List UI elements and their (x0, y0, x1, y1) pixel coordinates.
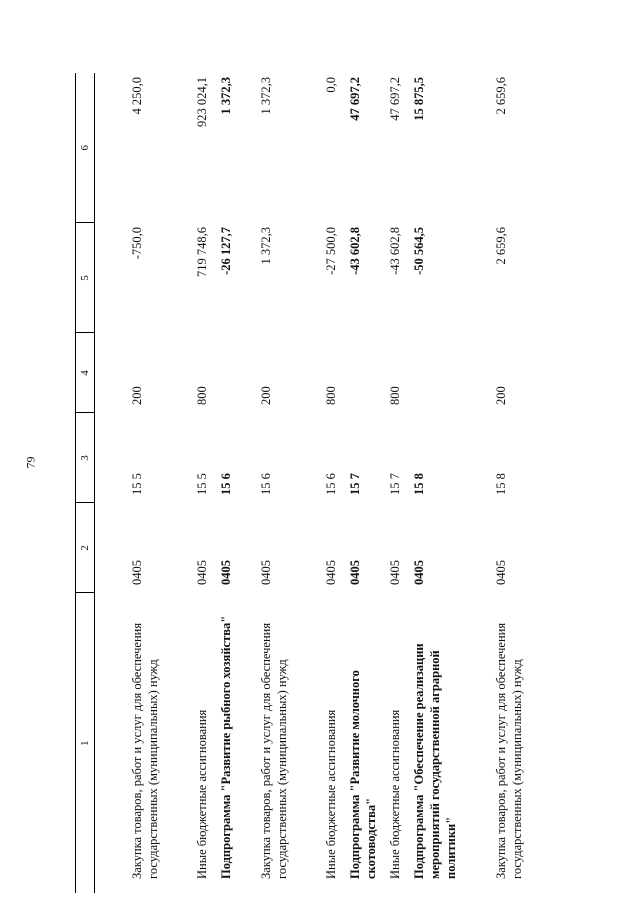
table-row (493, 73, 558, 893)
page-number: 79 (23, 456, 38, 469)
row-change: -43 602,8 (348, 227, 362, 275)
row-section: 0405 (348, 560, 362, 585)
row-section: 0405 (195, 560, 209, 585)
row-total: 15 875,5 (412, 77, 426, 121)
row-change: -27 500,0 (324, 227, 338, 275)
row-expense-type (218, 333, 258, 413)
row-target: 15 5 (130, 473, 144, 495)
row-expense-type: 800 (324, 386, 338, 405)
row-name: Иные бюджетные ассигнования (388, 709, 402, 879)
col-header-total: 6 (76, 73, 95, 223)
table-row (387, 73, 411, 893)
row-total: 923 024,1 (195, 77, 209, 127)
row-expense-type: 200 (259, 386, 273, 405)
table-row (323, 73, 347, 893)
row-expense-type: 200 (494, 386, 508, 405)
row-total: 1 372,3 (219, 77, 233, 115)
row-section: 0405 (324, 560, 338, 585)
row-change: -43 602,8 (388, 227, 402, 275)
row-target: 15 8 (412, 473, 426, 495)
row-expense-type (347, 333, 387, 413)
row-expense-type (411, 333, 493, 413)
row-total: 4 250,0 (130, 77, 144, 115)
row-name: Иные бюджетные ассигнования (324, 709, 338, 879)
col-header-expense-type: 4 (76, 333, 95, 413)
table-row (194, 73, 218, 893)
row-total: 47 697,2 (388, 77, 402, 121)
row-target: 15 7 (388, 473, 402, 495)
row-total: 0,0 (324, 77, 338, 93)
row-target: 15 6 (219, 473, 233, 495)
budget-table-page (75, 63, 635, 893)
row-expense-type: 800 (388, 386, 402, 405)
table-row (258, 73, 323, 893)
row-name: Подпрограмма "Развитие рыбного хозяйства" (219, 615, 233, 879)
row-change: 719 748,6 (195, 227, 209, 277)
row-expense-type: 200 (130, 386, 144, 405)
row-section: 0405 (388, 560, 402, 585)
row-name: Подпрограмма "Обеспечение реализации мероприятий государственной аграрной политики" (412, 643, 458, 879)
row-section: 0405 (412, 560, 426, 585)
row-section: 0405 (259, 560, 273, 585)
row-change: -26 127,7 (219, 227, 233, 275)
row-section: 0405 (494, 560, 508, 585)
row-total: 1 372,3 (259, 77, 273, 115)
row-target: 15 5 (195, 473, 209, 495)
budget-table (75, 73, 558, 893)
col-header-section: 2 (76, 503, 95, 593)
row-section: 0405 (219, 560, 233, 585)
row-name: Закупка товаров, работ и услуг для обеспечения государственных (муниципальных) нужд (130, 622, 160, 879)
row-change: 2 659,6 (494, 227, 508, 265)
row-name: Закупка товаров, работ и услуг для обеспечения государственных (муниципальных) нужд (494, 622, 524, 879)
row-target: 15 8 (494, 473, 508, 495)
table-row (411, 73, 493, 893)
row-total: 47 697,2 (348, 77, 362, 121)
col-header-change: 5 (76, 223, 95, 333)
row-target: 15 7 (348, 473, 362, 495)
header-row (76, 73, 95, 893)
row-total: 2 659,6 (494, 77, 508, 115)
col-header-target: 3 (76, 413, 95, 503)
row-name: Подпрограмма "Развитие молочного скотоводства" (348, 670, 378, 879)
row-target: 15 6 (259, 473, 273, 495)
table-row (347, 73, 387, 893)
row-change: 1 372,3 (259, 227, 273, 265)
row-expense-type: 800 (195, 386, 209, 405)
row-name: Иные бюджетные ассигнования (195, 709, 209, 879)
table-row (95, 73, 195, 893)
row-name: Закупка товаров, работ и услуг для обеспечения государственных (муниципальных) нужд (259, 622, 289, 879)
row-change: -50 564,5 (412, 227, 426, 275)
row-section: 0405 (130, 560, 144, 585)
row-target: 15 6 (324, 473, 338, 495)
row-change: -750,0 (130, 227, 144, 260)
col-header-name: 1 (76, 593, 95, 893)
table-row (218, 73, 258, 893)
